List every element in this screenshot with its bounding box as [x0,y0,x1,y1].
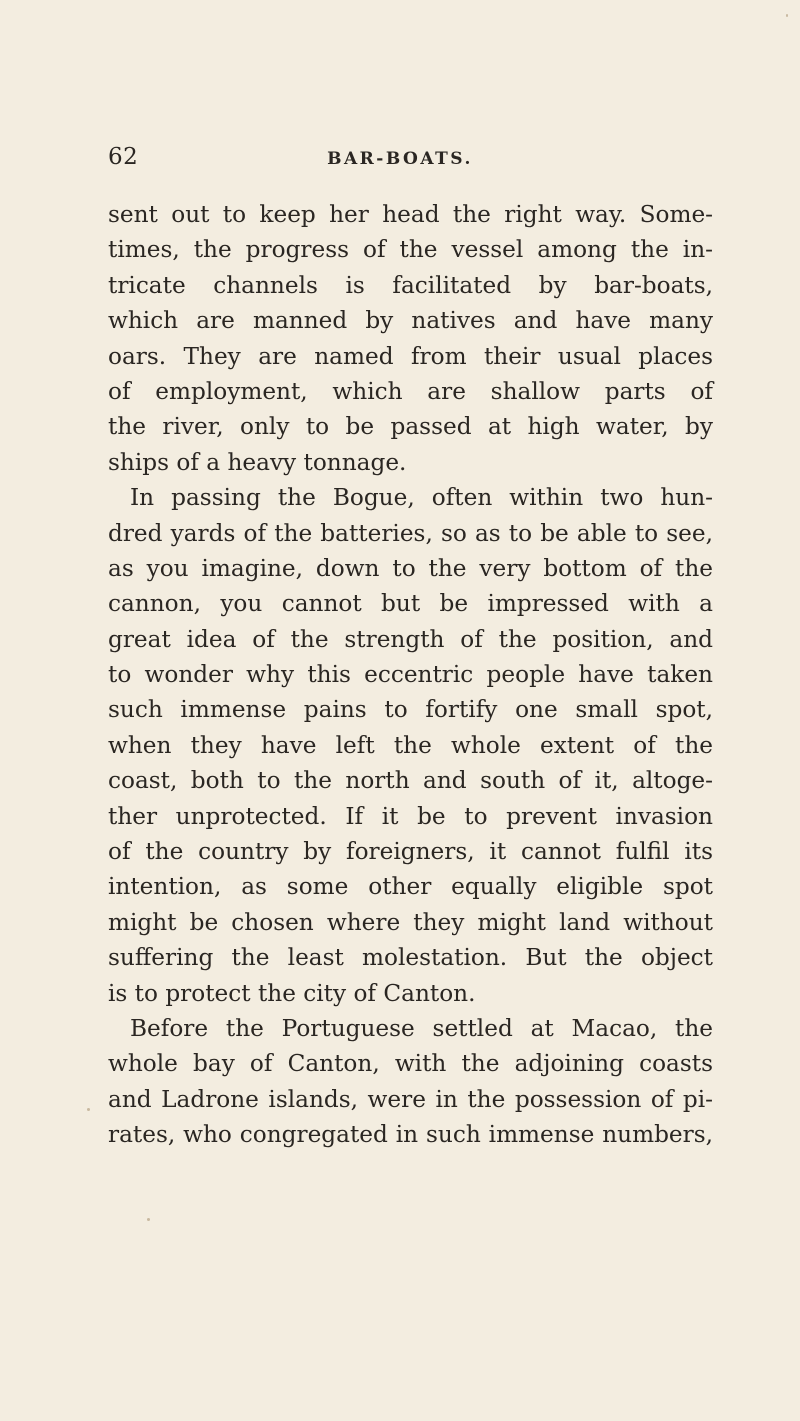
text-line: of the country by foreigners, it cannot fulfil its [108,838,713,866]
text-line: might be chosen where they might land without [108,908,713,936]
text-line: and Ladrone islands, were in the possession of pi- [108,1085,713,1113]
text-line: as you imagine, down to the very bottom of the [108,554,713,582]
text-line: when they have left the whole extent of the [108,731,713,759]
text-line: coast, both to the north and south of it, altoge- [108,767,713,795]
text-line: the river, only to be passed at high water, by [108,413,713,441]
text-line: cannon, you cannot but be impressed with a [108,590,713,618]
text-line: dred yards of the batteries, so as to be able to see, [108,519,713,547]
text-line: which are manned by natives and have many [108,307,713,335]
text-line: whole bay of Canton, with the adjoining coasts [108,1050,713,1078]
body-text [108,197,713,1153]
text-line: ships of a heavy tonnage. [108,448,407,476]
text-line: great idea of the strength of the position, and [108,625,713,653]
text-line: sent out to keep her head the right way. Some- [108,201,713,228]
text-line: such immense pains to fortify one small spot, [108,696,713,724]
text-line: times, the progress of the vessel among the in- [108,236,713,264]
text-line: to wonder why this eccentric people have taken [108,661,713,689]
text-line: rates, who congregated in such immense numbers, [108,1121,713,1149]
running-title: BAR-BOATS. [327,149,473,169]
text-line: In passing the Bogue, often within two hun- [130,484,713,512]
paper-speck [87,1108,90,1111]
paper-speck [786,14,788,17]
text-line: suffering the least molestation. But the object [108,944,713,972]
text-line: oars. They are named from their usual places [108,342,713,370]
text-line: is to protect the city of Canton. [108,979,476,1007]
text-line: ther unprotected. If it be to prevent invasion [108,802,713,830]
text-line: of employment, which are shallow parts of [108,377,713,405]
paper-speck [147,1218,150,1221]
text-line: intention, as some other equally eligible spot [108,873,713,901]
text-line: tricate channels is facilitated by bar-boats, [108,271,713,299]
text-line: Before the Portuguese settled at Macao, the [130,1014,713,1042]
page-number: 62 [108,144,139,170]
